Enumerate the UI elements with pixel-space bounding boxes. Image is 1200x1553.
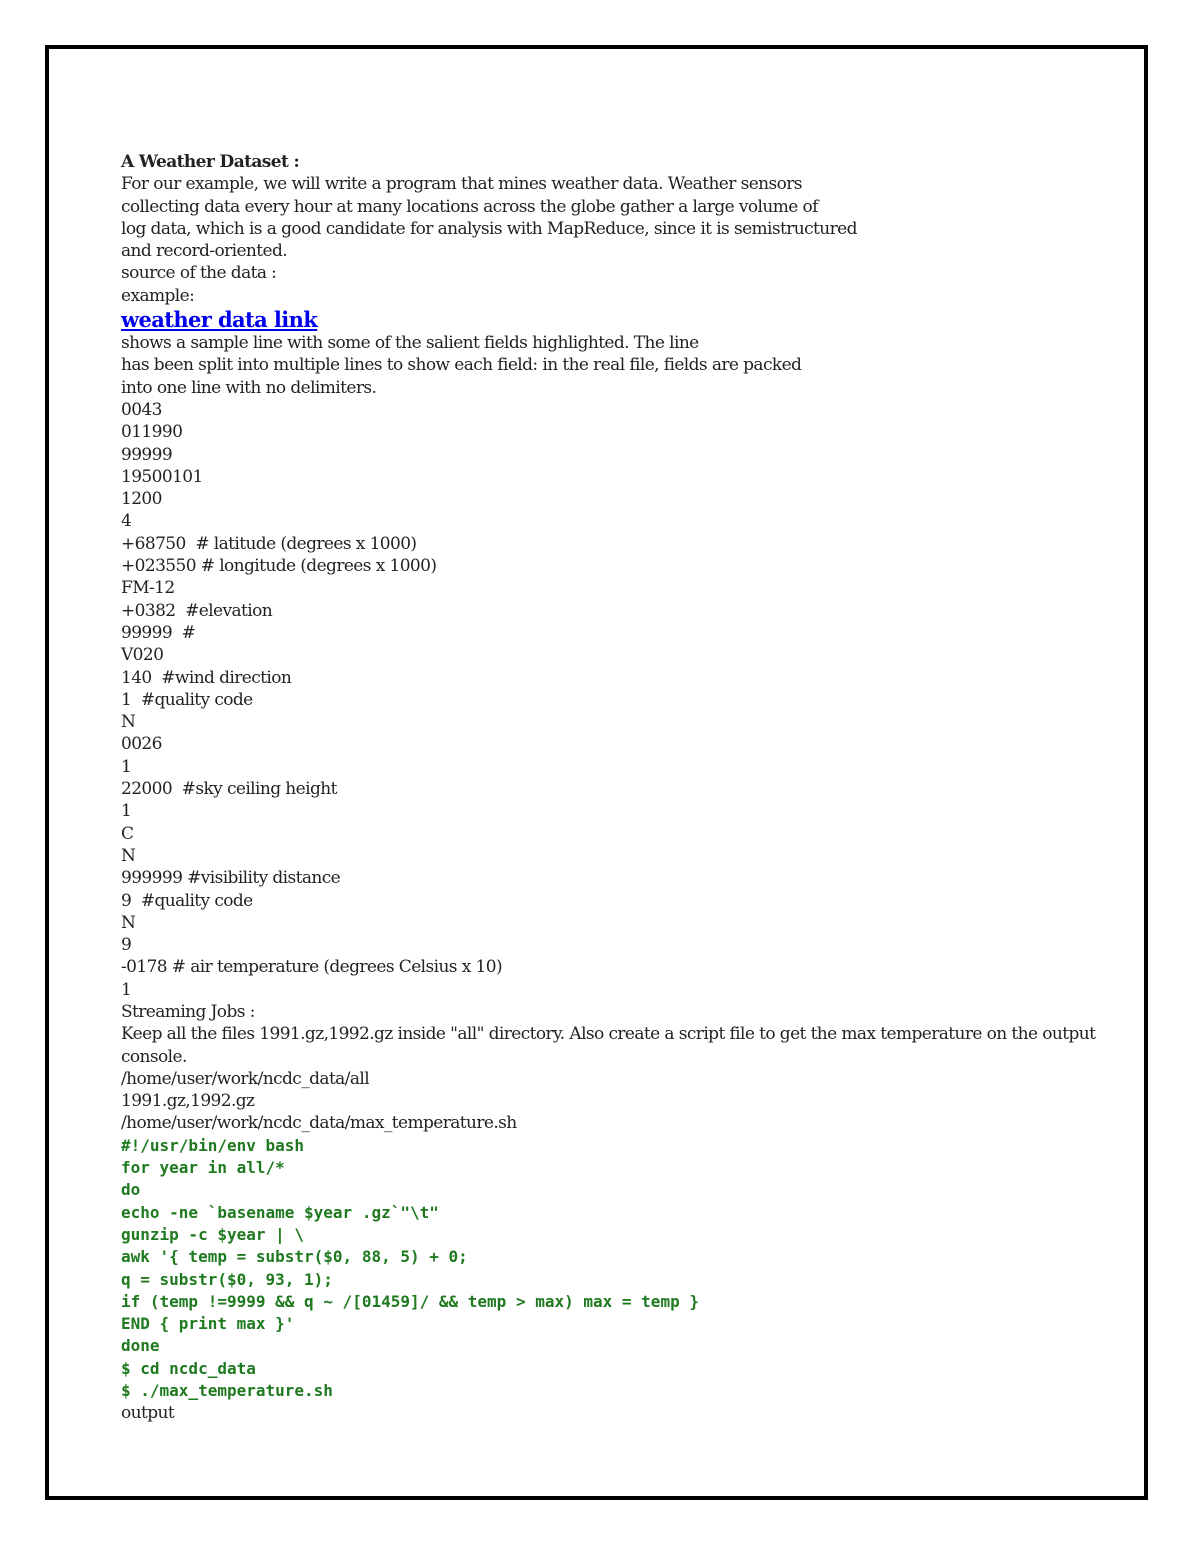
- code-line: $ ./max_temperature.sh: [121, 1381, 333, 1401]
- streaming-heading: Streaming Jobs :: [121, 1001, 255, 1022]
- field-line: 0026: [121, 734, 162, 755]
- field-line: N: [121, 712, 136, 733]
- field-line: +023550 # longitude (degrees x 1000): [121, 556, 437, 577]
- field-line: 9: [121, 935, 132, 956]
- intro-line: collecting data every hour at many locations across the globe gather a large volume of: [121, 196, 818, 217]
- path-line: 1991.gz,1992.gz: [121, 1091, 255, 1112]
- path-line: /home/user/work/ncdc_data/max_temperature.sh: [121, 1113, 517, 1134]
- field-line: N: [121, 845, 136, 866]
- field-line: +0382 #elevation: [121, 600, 273, 621]
- field-line: 1: [121, 756, 132, 777]
- intro-line: source of the data :: [121, 263, 277, 284]
- code-line: do: [121, 1180, 141, 1200]
- intro-line: log data, which is a good candidate for analysis with MapReduce, since it is semistructured: [121, 218, 857, 239]
- description-line: has been split into multiple lines to show each field: in the real file, fields are packed: [121, 355, 802, 376]
- field-line: V020: [121, 645, 164, 666]
- code-line: $ cd ncdc_data: [121, 1358, 256, 1378]
- field-line: 140 #wind direction: [121, 667, 292, 688]
- code-line: if (temp !=9999 && q ~ /[01459]/ && temp > max) max = temp }: [121, 1291, 699, 1311]
- intro-line: example:: [121, 285, 195, 306]
- code-line: echo -ne `basename $year .gz`"\t": [121, 1202, 439, 1222]
- description-line: shows a sample line with some of the salient fields highlighted. The line: [121, 333, 699, 354]
- field-line: FM-12: [121, 578, 175, 599]
- field-line: 4: [121, 511, 132, 532]
- path-line: /home/user/work/ncdc_data/all: [121, 1068, 370, 1089]
- streaming-text: Keep all the files 1991.gz,1992.gz inside "all" directory. Also create a script file to get the max temperature on the output console.: [121, 1024, 1096, 1067]
- field-line: C: [121, 823, 134, 844]
- field-line: 1: [121, 801, 132, 822]
- code-line: gunzip -c $year | \: [121, 1224, 305, 1244]
- field-line: +68750 # latitude (degrees x 1000): [121, 533, 417, 554]
- field-line: 99999: [121, 444, 173, 465]
- document-body: [121, 151, 1111, 1425]
- field-line: 9 #quality code: [121, 890, 253, 911]
- code-line: awk '{ temp = substr($0, 88, 5) + 0;: [121, 1247, 468, 1267]
- code-line: q = substr($0, 93, 1);: [121, 1269, 333, 1289]
- code-line: for year in all/*: [121, 1158, 285, 1178]
- code-line: END { print max }': [121, 1314, 295, 1334]
- code-line: #!/usr/bin/env bash: [121, 1135, 305, 1155]
- field-line: -0178 # air temperature (degrees Celsius x 10): [121, 957, 502, 978]
- field-line: 1200: [121, 489, 162, 510]
- intro-line: and record-oriented.: [121, 241, 288, 262]
- output-label: output: [121, 1403, 175, 1424]
- weather-data-link[interactable]: weather data link: [121, 307, 318, 333]
- code-line: done: [121, 1336, 160, 1356]
- field-line: 1: [121, 979, 132, 1000]
- field-line: 22000 #sky ceiling height: [121, 779, 337, 800]
- field-line: N: [121, 912, 136, 933]
- field-line: 19500101: [121, 466, 203, 487]
- field-line: 011990: [121, 422, 183, 443]
- field-line: 0043: [121, 399, 162, 420]
- section-title: A Weather Dataset :: [121, 152, 300, 172]
- field-line: 1 #quality code: [121, 689, 253, 710]
- intro-line: For our example, we will write a program that mines weather data. Weather sensors: [121, 174, 802, 195]
- field-line: 99999 #: [121, 622, 196, 643]
- field-line: 999999 #visibility distance: [121, 868, 341, 889]
- description-line: into one line with no delimiters.: [121, 377, 377, 398]
